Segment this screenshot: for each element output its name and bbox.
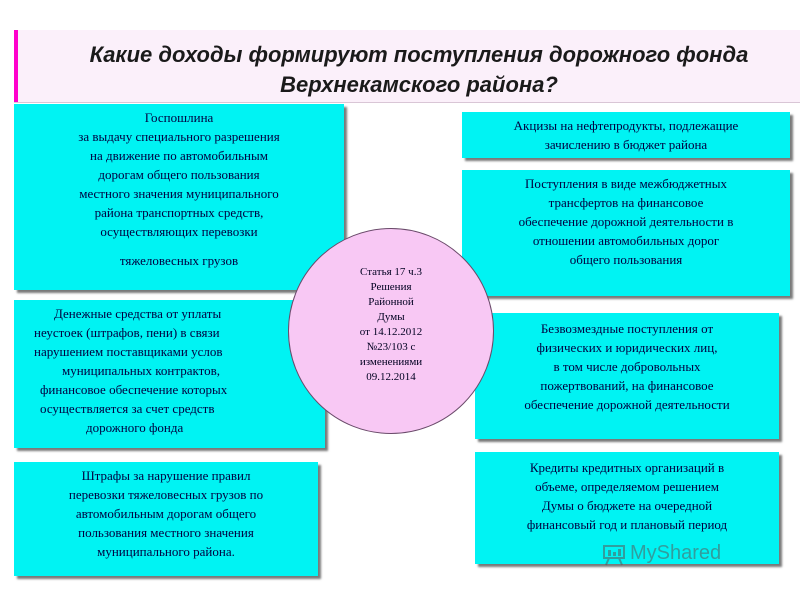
box-text-line: дорожного фонда [86,420,184,435]
box-text-line: Госпошлина [144,110,214,125]
box-text-line: Кредиты кредитных организаций в [529,460,725,475]
box-text-line: за выдачу специального разрешения [78,129,280,144]
circle-text-line: №23/103 с [366,341,416,353]
title-line-2: Верхнекамского района? [280,72,558,97]
box-text-line: обеспечение дорожной деятельности в [518,214,734,229]
circle-text-line: Районной [368,296,414,308]
box-text-line: тяжеловесных грузов [119,253,239,268]
circle-text-line: Решения [370,281,412,293]
circle-text-line: изменениями [359,356,423,368]
box-text-line: обеспечение дорожной деятельности [524,397,730,412]
box-text-line: пожертвований, на финансовое [540,378,714,393]
title-accent-stripe [14,30,18,102]
box-text-line: пользования местного значения [78,525,254,540]
box-text-line: Акцизы на нефтепродукты, подлежащие [513,118,739,133]
income-box-excise [462,112,790,158]
box-text-line: финансовый год и плановый период [526,517,728,532]
box-text-line: трансфертов на финансовое [548,195,704,210]
box-text-line: муниципального района. [97,544,235,559]
circle-text-line: от 14.12.2012 [359,326,423,338]
title-line-1: Какие доходы формируют поступления дорожного фонда [89,42,749,67]
box-text-line: района транспортных средств, [94,205,264,220]
income-box-state-duty [14,104,344,290]
circle-text-line: Статья 17 ч.3 [360,266,422,278]
box-text-line: местного значения муниципального [79,186,279,201]
box-text-line: Денежные средства от уплаты [54,306,222,321]
watermark [590,540,780,570]
income-box-fines [14,462,318,576]
box-text-line: осуществляющих перевозки [100,224,258,239]
box-text-line: общего пользования [569,252,683,267]
legal-basis-circle [288,228,494,434]
box-text-line: автомобильным дорогам общего [75,506,257,521]
circle-text-line: Думы [377,311,405,323]
box-text-line: муниципальных контрактов, [62,363,221,378]
box-text-line: Поступления в виде межбюджетных [524,176,727,191]
box-text-line: зачислению в бюджет района [544,137,708,152]
slide-title [34,40,800,100]
box-text-line: осуществляется за счет средств [40,401,215,416]
box-text-line: нарушением поставщиками услов [34,344,223,359]
income-box-penalties [14,300,325,448]
box-text-line: в том числе добровольных [553,359,701,374]
circle-text-line: 09.12.2014 [366,371,416,383]
box-text-line: Думы о бюджете на очередной [541,498,713,513]
box-text-line: физических и юридических лиц, [536,340,718,355]
box-text-line: дорогам общего пользования [98,167,260,182]
box-text-line: финансовое обеспечение которых [40,382,228,397]
box-text-line: перевозки тяжеловесных грузов по [68,487,264,502]
income-box-transfers [462,170,790,296]
box-text-line: отношении автомобильных дорог [532,233,720,248]
box-spacer [20,241,338,251]
box-text-line: Штрафы за нарушение правил [81,468,251,483]
watermark-text: MyShared [630,542,722,564]
title-banner [14,30,800,103]
box-text-line: неустоек (штрафов, пени) в связи [34,325,220,340]
box-text-line: Безвозмездные поступления от [540,321,714,336]
box-text-line: объеме, определяемом решением [535,479,719,494]
box-text-line: на движение по автомобильным [90,148,268,163]
presentation-board-icon [602,544,626,566]
income-box-donations [475,313,779,439]
